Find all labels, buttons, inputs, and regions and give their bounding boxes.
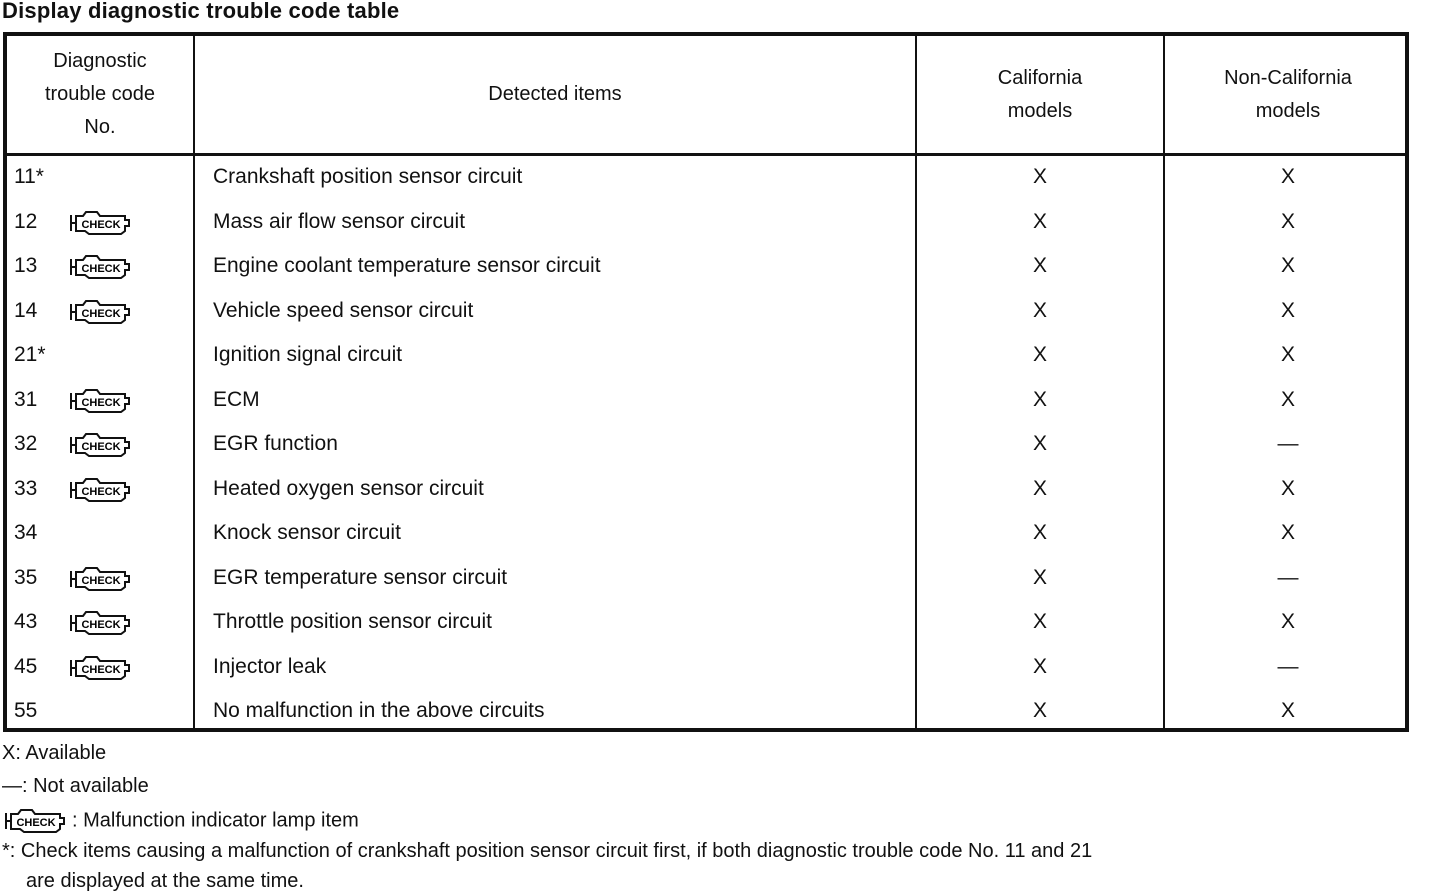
legend-not-available: —: Not available	[2, 775, 149, 797]
non-california-availability: X	[1280, 387, 1295, 411]
svg-text:CHECK: CHECK	[81, 263, 121, 275]
non-california-availability: X	[1280, 254, 1295, 277]
table-row	[7, 600, 1405, 644]
svg-text:CHECK: CHECK	[81, 218, 121, 231]
check-engine-icon	[67, 430, 137, 460]
legend-available: X: Available	[2, 742, 107, 764]
trouble-code: 14	[14, 298, 38, 322]
table-header	[7, 36, 1405, 156]
check-engine-icon	[67, 475, 137, 505]
non-california-availability: X	[1280, 209, 1295, 233]
detected-item: Knock sensor circuit	[213, 521, 401, 544]
table-row	[7, 333, 1405, 377]
svg-text:CHECK: CHECK	[81, 441, 121, 453]
trouble-code: 45	[14, 654, 38, 678]
legend-note-cont: are displayed at the same time.	[26, 870, 304, 892]
trouble-code: 35	[14, 565, 38, 589]
california-availability: X	[1032, 521, 1047, 544]
table-row	[7, 155, 1405, 199]
table-row	[7, 422, 1405, 466]
check-engine-icon	[67, 608, 137, 638]
header-detected-items: Detected items	[488, 83, 622, 105]
non-california-availability: X	[1280, 165, 1295, 188]
trouble-code: 34	[14, 521, 38, 544]
california-availability: X	[1032, 432, 1047, 455]
california-availability: X	[1032, 209, 1047, 233]
header-california: California models	[997, 66, 1083, 122]
detected-item: EGR temperature sensor circuit	[213, 565, 508, 589]
trouble-code: 55	[14, 699, 38, 722]
trouble-code: 33	[14, 476, 38, 500]
table-row	[7, 467, 1405, 511]
california-availability: X	[1032, 610, 1047, 633]
check-engine-icon	[67, 252, 137, 282]
trouble-code: 43	[14, 610, 38, 633]
non-california-availability: X	[1280, 476, 1295, 500]
california-availability: X	[1032, 254, 1047, 277]
table-row	[7, 378, 1405, 422]
trouble-code: 32	[14, 432, 38, 455]
detected-item: Heated oxygen sensor circuit	[213, 476, 484, 500]
non-california-availability: —	[1277, 432, 1299, 455]
check-engine-icon	[67, 297, 137, 327]
non-california-availability: X	[1280, 521, 1295, 544]
california-availability: X	[1032, 654, 1047, 678]
legend-note: *: Check items causing a malfunction of crankshaft position sensor circuit first, if both diagnostic trouble code No. 11 and 21	[2, 840, 1093, 862]
svg-text:CHECK: CHECK	[81, 619, 121, 631]
svg-text:CHECK: CHECK	[81, 485, 121, 498]
trouble-code: 11*	[14, 165, 44, 188]
detected-item: ECM	[213, 387, 260, 411]
header-non-california: Non-California models	[1224, 66, 1352, 122]
california-availability: X	[1032, 298, 1047, 322]
legend-mil	[2, 806, 359, 836]
svg-text:CHECK: CHECK	[81, 307, 121, 320]
detected-item: Throttle position sensor circuit	[213, 610, 492, 633]
legend-mil-text: : Malfunction indicator lamp item	[72, 809, 359, 832]
svg-text:CHECK: CHECK	[81, 396, 121, 409]
non-california-availability: X	[1280, 298, 1295, 322]
california-availability: X	[1032, 699, 1047, 722]
page-title: Display diagnostic trouble code table	[2, 0, 400, 23]
trouble-code-table	[3, 32, 1409, 732]
non-california-availability: —	[1277, 565, 1299, 589]
trouble-code: 21*	[14, 343, 46, 366]
trouble-code: 12	[14, 209, 38, 233]
non-california-availability: X	[1280, 343, 1295, 366]
california-availability: X	[1032, 476, 1047, 500]
table-row	[7, 689, 1405, 733]
table-row	[7, 244, 1405, 288]
california-availability: X	[1032, 387, 1047, 411]
table-row	[7, 645, 1405, 689]
check-engine-icon	[2, 806, 72, 836]
detected-item: No malfunction in the above circuits	[213, 699, 545, 722]
table-row	[7, 289, 1405, 333]
detected-item: Mass air flow sensor circuit	[213, 209, 466, 233]
svg-text:CHECK: CHECK	[81, 574, 121, 587]
check-engine-icon	[67, 564, 137, 594]
table-row	[7, 511, 1405, 555]
check-engine-icon	[67, 653, 137, 683]
non-california-availability: —	[1277, 654, 1299, 678]
trouble-code: 31	[14, 387, 38, 411]
table-row	[7, 556, 1405, 600]
detected-item: EGR function	[213, 432, 338, 455]
detected-item: Crankshaft position sensor circuit	[213, 165, 523, 188]
non-california-availability: X	[1280, 699, 1295, 722]
svg-text:CHECK: CHECK	[16, 817, 56, 829]
california-availability: X	[1032, 165, 1047, 188]
detected-item: Vehicle speed sensor circuit	[213, 298, 474, 322]
check-engine-icon	[67, 208, 137, 238]
header-code: Diagnostic trouble code No.	[44, 50, 156, 138]
svg-text:CHECK: CHECK	[81, 663, 121, 676]
detected-item: Injector leak	[213, 654, 327, 678]
detected-item: Ignition signal circuit	[213, 343, 403, 366]
check-engine-icon	[67, 386, 137, 416]
california-availability: X	[1032, 343, 1047, 366]
trouble-code: 13	[14, 254, 38, 277]
table-row	[7, 200, 1405, 244]
california-availability: X	[1032, 565, 1047, 589]
detected-item: Engine coolant temperature sensor circuit	[213, 254, 601, 277]
non-california-availability: X	[1280, 610, 1295, 633]
